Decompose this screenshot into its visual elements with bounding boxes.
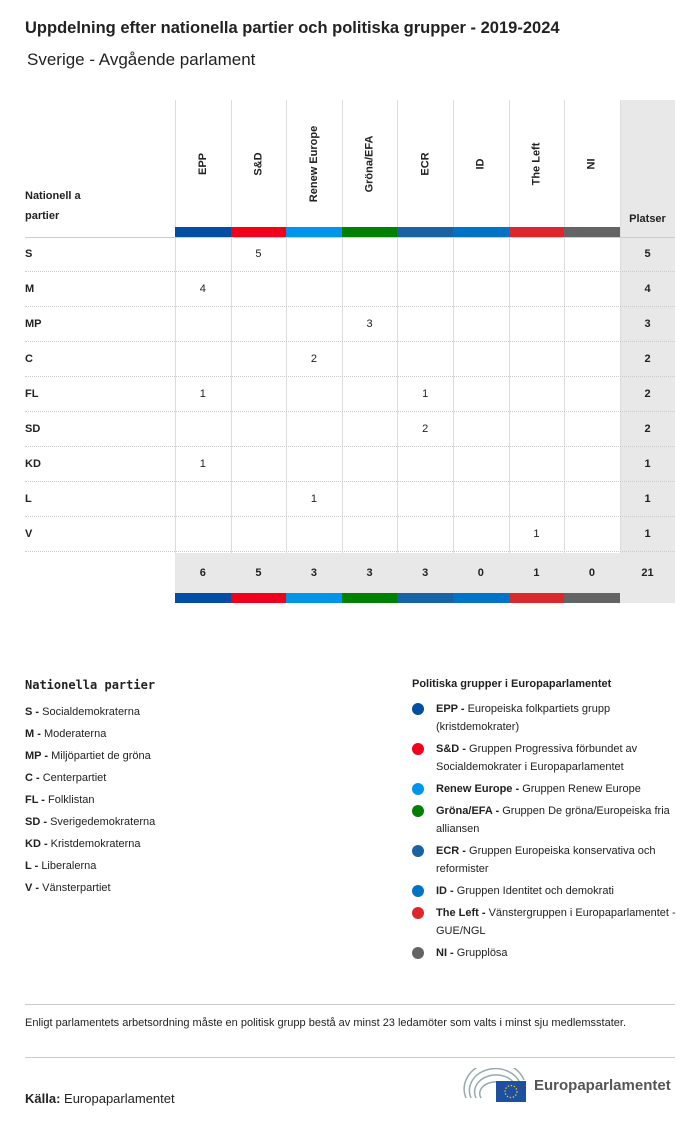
group-color-bar: [509, 227, 565, 237]
party-name: Liberalerna: [41, 860, 97, 872]
abbr: MP -: [25, 750, 49, 762]
source-label: Källa:: [25, 1091, 61, 1106]
group-legend-item: [412, 740, 677, 776]
party-label: MP: [25, 318, 42, 330]
table-row: [25, 237, 675, 272]
party-name: Vänsterpartiet: [42, 882, 111, 894]
group-header-6: [509, 100, 565, 227]
party-name: Socialdemokraterna: [42, 706, 140, 718]
group-legend-item: [412, 780, 677, 798]
row-total: 3: [644, 318, 651, 330]
group-color-bar-bottom: [175, 593, 231, 603]
group-total: 1: [533, 567, 540, 579]
political-groups-legend: [412, 678, 677, 966]
group-total: 6: [199, 567, 206, 579]
group-header-label: The Left: [530, 142, 543, 185]
group-color-bar: [231, 227, 287, 237]
group-color-bar: [286, 227, 342, 237]
party-label: FL: [25, 388, 39, 400]
source: [25, 1091, 175, 1106]
group-color-bar-bottom: [286, 593, 342, 603]
abbr: ECR -: [436, 845, 466, 857]
table-row: [25, 272, 675, 307]
group-color-bar: [397, 227, 453, 237]
group-color-dot: [412, 805, 424, 817]
abbr: S -: [25, 706, 40, 718]
row-total: 1: [644, 493, 651, 505]
group-color-bar-bottom: [564, 593, 620, 603]
group-legend-item: [412, 700, 677, 736]
group-total: 0: [477, 567, 484, 579]
group-name: Gruppen Europeiska konservativa och reformister: [436, 845, 656, 875]
party-label: M: [25, 283, 35, 295]
seat-count: 2: [310, 353, 318, 365]
party-label: C: [25, 353, 33, 365]
party-name: Moderaterna: [43, 728, 107, 740]
row-total: 5: [644, 248, 651, 260]
party-label: V: [25, 528, 33, 540]
party-name: Kristdemokraterna: [50, 838, 141, 850]
group-name: Vänstergruppen i Europaparlamentet - GUE/NGL: [436, 907, 676, 937]
party-label: SD: [25, 423, 41, 435]
group-legend-item: [412, 842, 677, 878]
party-label: L: [25, 493, 32, 505]
group-header-3: [342, 100, 398, 227]
footnote: Enligt parlamentets arbetsordning måste en politisk grupp bestå av minst 23 ledamöter som valts i minst sju medlemsstater.: [25, 1004, 675, 1058]
group-color-bar-bottom: [453, 593, 509, 603]
group-header-2: [286, 100, 342, 227]
national-legend-item: [25, 811, 155, 833]
abbr: The Left -: [436, 907, 486, 919]
legend-title: Nationella partier: [25, 678, 156, 692]
row-total: 4: [644, 283, 651, 295]
group-color-bar-bottom: [342, 593, 398, 603]
platser-header: Platser: [629, 213, 666, 225]
party-name: Folklistan: [48, 794, 95, 806]
group-name: Gruppen Renew Europe: [522, 783, 641, 795]
group-color-bar-bottom: [231, 593, 287, 603]
abbr: Renew Europe -: [436, 783, 520, 795]
group-color-bar-bottom: [509, 593, 565, 603]
group-header-label: EPP: [196, 152, 209, 175]
abbr: L -: [25, 860, 39, 872]
table-row: [25, 517, 675, 552]
group-color-dot: [412, 845, 424, 857]
group-name: Europeiska folkpartiets grupp (kristdemokrater): [436, 703, 611, 733]
group-total: 0: [588, 567, 596, 579]
seat-count: 1: [199, 388, 206, 400]
group-name: Gruppen De gröna/Europeiska fria alliansen: [436, 805, 670, 835]
group-color-dot: [412, 885, 424, 897]
parliament-hemicycle-icon: [462, 1068, 526, 1102]
row-total: 2: [644, 388, 651, 400]
abbr: FL -: [25, 794, 45, 806]
table-row: [25, 482, 675, 517]
group-header-1: [231, 100, 287, 227]
group-header-label: S&D: [252, 151, 265, 176]
group-name: Grupplösa: [456, 947, 508, 959]
national-legend-item: [25, 877, 155, 899]
group-color-bar: [453, 227, 509, 237]
group-legend-item: [412, 904, 677, 940]
group-color-bar: [342, 227, 398, 237]
group-color-dot: [412, 703, 424, 715]
seat-count: 5: [255, 248, 262, 260]
national-legend-item: [25, 833, 155, 855]
group-name: Gruppen Progressiva förbundet av Socialdemokrater i Europaparlamentet: [436, 743, 638, 773]
table-row: [25, 412, 675, 447]
party-label: S: [25, 248, 33, 260]
seat-count: 1: [199, 458, 206, 470]
abbr: NI -: [436, 947, 454, 959]
header-divider: [25, 237, 675, 238]
group-color-bar-bottom: [397, 593, 453, 603]
abbr: Gröna/EFA -: [436, 805, 500, 817]
group-header-label: ECR: [419, 151, 432, 176]
party-label: KD: [25, 458, 41, 470]
group-legend-item: [412, 802, 677, 838]
table-row: [25, 342, 675, 377]
row-total: 1: [644, 458, 651, 470]
group-total: 3: [310, 567, 318, 579]
row-total: 1: [644, 528, 651, 540]
group-total: 5: [255, 567, 262, 579]
national-parties-header: Nationell a partier: [25, 190, 81, 222]
abbr: V -: [25, 882, 40, 894]
group-name: Gruppen Identitet och demokrati: [456, 885, 614, 897]
table-row: [25, 377, 675, 412]
group-color-dot: [412, 907, 424, 919]
national-legend-item: [25, 855, 155, 877]
abbr: KD -: [25, 838, 48, 850]
abbr: M -: [25, 728, 41, 740]
group-header-label: ID: [474, 158, 487, 169]
group-header-label: NI: [585, 158, 598, 169]
abbr: S&D -: [436, 743, 466, 755]
legend-title: Politiska grupper i Europaparlamentet: [412, 678, 612, 690]
seat-count: 1: [310, 493, 318, 505]
group-color-bar: [175, 227, 231, 237]
national-legend-item: [25, 701, 155, 723]
table-row: [25, 447, 675, 482]
national-legend-item: [25, 745, 155, 767]
group-header-0: [175, 100, 231, 227]
abbr: SD -: [25, 816, 47, 828]
group-legend-item: [412, 944, 677, 962]
source-value: Europaparlamentet: [64, 1091, 175, 1106]
group-header-7: [564, 100, 620, 227]
group-color-dot: [412, 743, 424, 755]
row-total: 2: [644, 353, 651, 365]
abbr: EPP -: [436, 703, 465, 715]
chart-subtitle: Sverige - Avgående parlament: [27, 50, 256, 69]
national-parties-legend: [25, 678, 155, 899]
abbr: C -: [25, 772, 40, 784]
seat-count: 4: [199, 283, 206, 295]
chart-title: Uppdelning efter nationella partier och politiska grupper - 2019-2024: [25, 19, 560, 37]
group-header-4: [397, 100, 453, 227]
logo-text: Europaparlamentet: [534, 1076, 671, 1094]
party-name: Sverigedemokraterna: [50, 816, 156, 828]
party-name: Centerpartiet: [42, 772, 107, 784]
group-total: 3: [366, 567, 373, 579]
group-header-label: Renew Europe: [307, 125, 320, 202]
group-color-dot: [412, 783, 424, 795]
seat-count: 3: [366, 318, 373, 330]
abbr: ID -: [436, 885, 454, 897]
national-legend-item: [25, 789, 155, 811]
table-row: [25, 307, 675, 342]
grand-total: 21: [641, 567, 654, 579]
group-total: 3: [422, 567, 429, 579]
group-color-bar: [564, 227, 620, 237]
national-legend-item: [25, 723, 155, 745]
party-name: Miljöpartiet de gröna: [51, 750, 151, 762]
group-header-5: [453, 100, 509, 227]
national-legend-item: [25, 767, 155, 789]
row-total: 2: [644, 423, 651, 435]
seat-count: 1: [422, 388, 429, 400]
group-legend-item: [412, 882, 677, 900]
group-color-dot: [412, 947, 424, 959]
seat-count: 1: [533, 528, 540, 540]
ep-logo: [462, 1068, 671, 1102]
group-header-label: Gröna/EFA: [363, 135, 376, 192]
seat-count: 2: [422, 423, 429, 435]
